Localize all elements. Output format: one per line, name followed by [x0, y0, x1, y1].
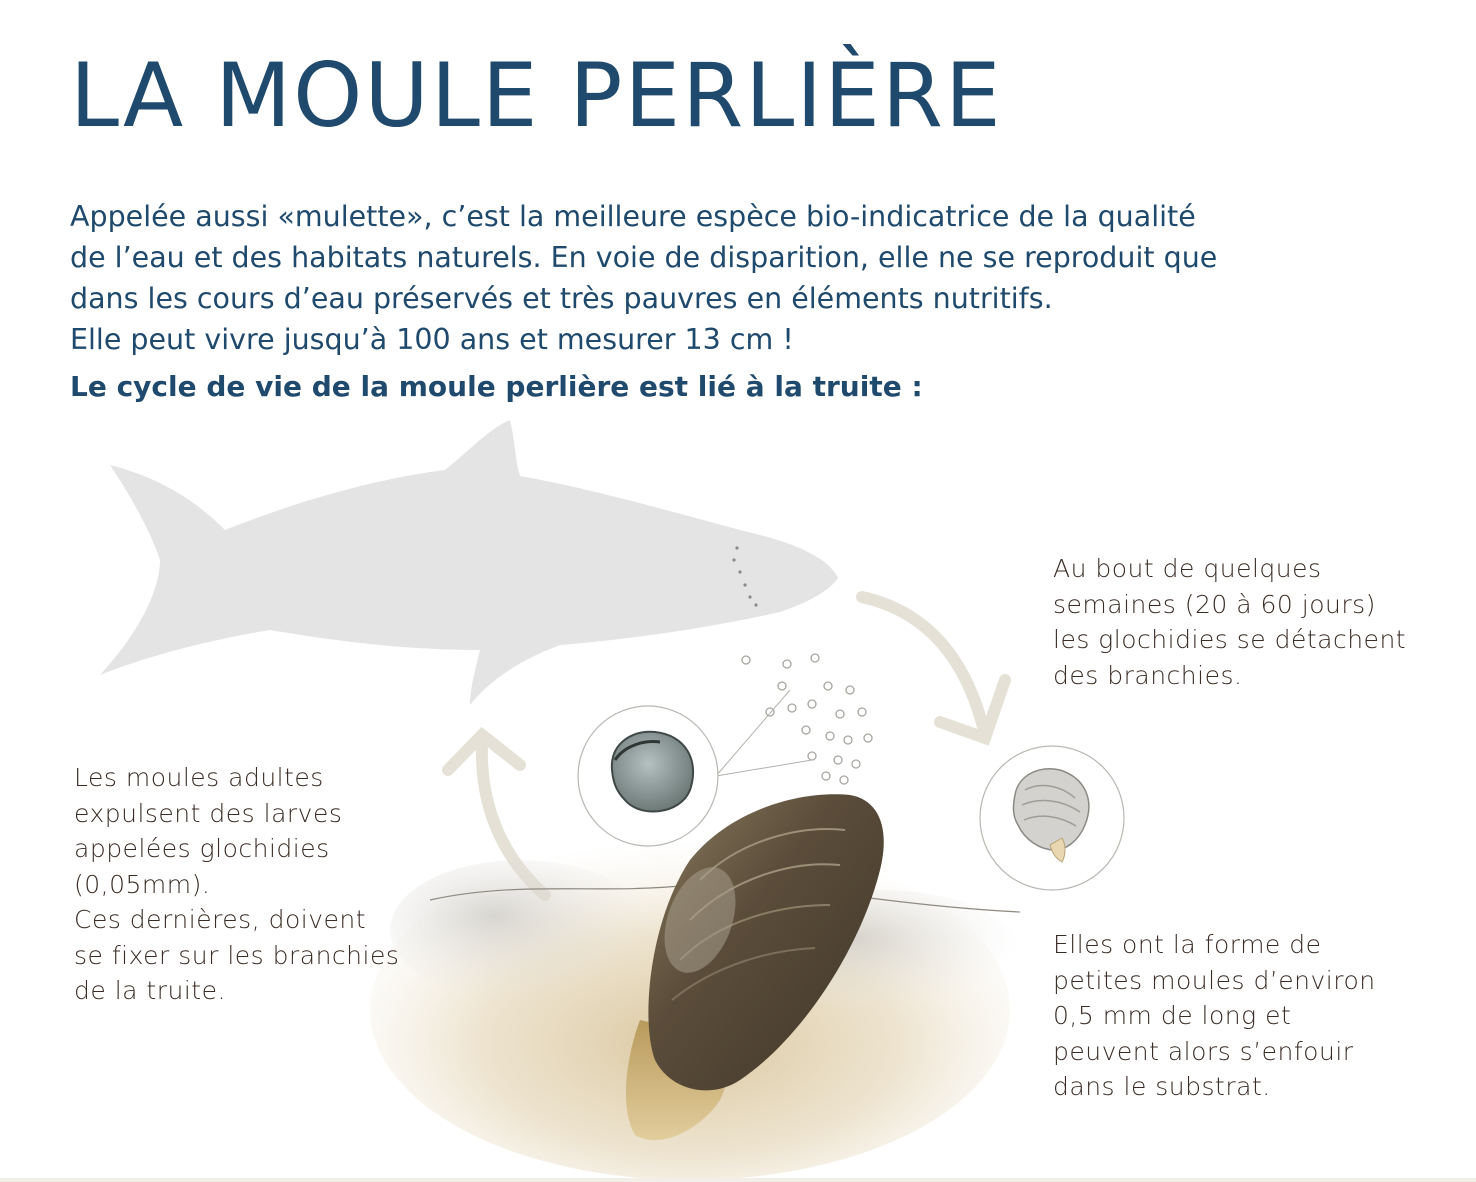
intro-line: Appelée aussi «mulette», c’est la meilleure espèce bio-indicatrice de la qualité [70, 200, 1196, 233]
note-line: dans le substrat. [1053, 1072, 1271, 1101]
note-juvenile [1053, 927, 1453, 1105]
bottom-divider [0, 1178, 1476, 1182]
note-line: expulsent des larves [74, 798, 343, 828]
cycle-heading: Le cycle de vie de la moule perlière est lié à la truite : [70, 370, 923, 403]
note-line: peuvent alors s’enfouir [1053, 1036, 1354, 1066]
note-detachment [1053, 551, 1453, 693]
intro-line: Elle peut vivre jusqu’à 100 ans et mesurer 13 cm ! [70, 323, 794, 356]
note-line: de la truite. [74, 976, 226, 1005]
note-line: se fixer sur les branchies [74, 940, 400, 970]
note-line: Ces dernières, doivent [74, 905, 367, 934]
trout-silhouette-icon [100, 420, 838, 705]
note-line: appelées glochidies [74, 834, 330, 863]
glochidia-particles [742, 654, 872, 784]
juvenile-mussel-magnified-icon [980, 746, 1124, 890]
note-line: Les moules adultes [74, 763, 324, 792]
intro-line: de l’eau et des habitats naturels. En voie de disparition, elle ne se reproduit que [70, 241, 1218, 274]
note-line: (0,05mm). [74, 869, 211, 899]
note-line: petites moules d’environ [1053, 965, 1376, 995]
intro-line: dans les cours d’eau préservés et très pauvres en éléments nutritifs. [70, 282, 1053, 315]
note-line: semaines (20 à 60 jours) [1053, 589, 1376, 619]
page-title: LA MOULE PERLIÈRE [70, 44, 1003, 147]
note-line: des branchies. [1053, 660, 1243, 690]
note-line: Elles ont la forme de [1053, 930, 1322, 959]
note-adult-expulsion [74, 760, 414, 1009]
note-line: Au bout de quelques [1053, 554, 1322, 583]
note-line: les glochidies se détachent [1053, 625, 1407, 654]
note-line: 0,5 mm de long et [1053, 1001, 1292, 1030]
